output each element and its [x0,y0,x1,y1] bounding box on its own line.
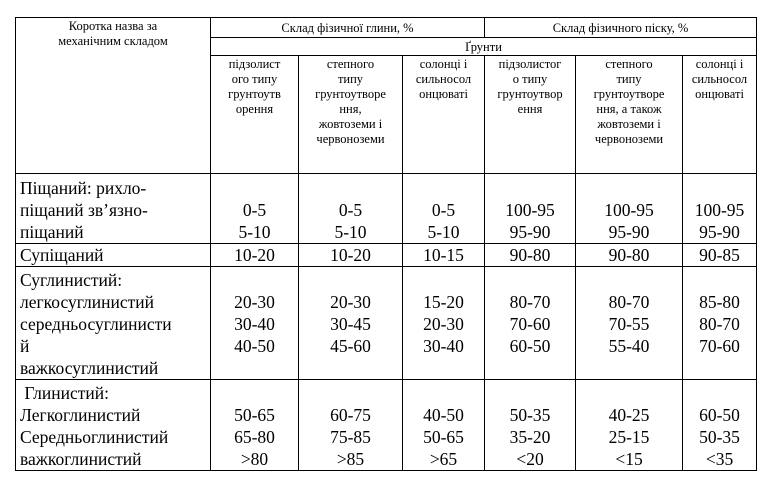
value-cell [299,267,403,380]
subcolumn-header-line: степного [326,57,375,71]
row-name-line: піщаний зв’язно- [20,200,148,220]
value-line: 80-70 [699,314,740,334]
value-cell [299,380,403,471]
value-line: 60-75 [330,405,371,425]
subcolumn-header-line: грунтоутв [228,87,281,101]
value-line: 50-65 [234,405,275,425]
value-line [213,269,296,291]
subcolumn-header-line: онцюваті [419,87,468,101]
value-line: <20 [516,449,544,469]
value-line [213,177,296,199]
value-line: 0-5 [338,200,363,220]
subcolumn-header [576,56,683,174]
value-line: 20-30 [330,292,371,312]
value-line [301,177,400,199]
table-row [16,267,757,380]
subcolumn-header-line: о типу [512,72,548,86]
subcolumn-header-line: грунтоутвор [497,87,563,101]
value-line: <35 [705,449,734,469]
subcolumn-header-line: підзолистог [498,57,562,71]
table-row [16,244,757,267]
value-line: 30-40 [423,336,464,356]
row-name-line: легкосуглинистий [20,292,155,312]
value-line: 10-20 [234,245,275,265]
value-line: <15 [615,449,643,469]
value-line: 40-50 [423,405,464,425]
subcolumn-header-line: грунтоутворе [593,87,665,101]
value-cell [211,174,299,244]
value-cell [403,244,485,267]
table-row [16,380,757,471]
value-cell [299,244,403,267]
value-line [685,177,754,199]
value-line [301,269,400,291]
row-name-cell [16,174,211,244]
subcolumn-header [683,56,757,174]
row-name-line: Супіщаний [20,245,104,265]
value-line: 85-80 [699,292,740,312]
value-line: 55-40 [608,336,650,356]
subcolumn-header-line: підзолист [228,57,281,71]
value-line: 100-95 [604,200,654,220]
subcolumn-header-line: сильносол [691,72,748,86]
row-label-header [16,18,211,174]
value-line: 5-10 [334,222,367,242]
value-line [405,269,482,291]
subcolumn-header-line: ого типу [231,72,278,86]
value-cell [576,380,683,471]
value-line: >85 [336,449,365,469]
value-line: 15-20 [423,292,464,312]
header-row-groups [16,18,757,38]
value-line: 80-70 [608,292,650,312]
value-line: 100-95 [694,200,745,220]
value-line: 100-95 [505,200,555,220]
value-line [487,177,573,199]
value-cell [403,174,485,244]
row-name-line: Глинистий: [20,383,110,403]
value-line: 25-15 [608,427,650,447]
value-line: 10-20 [330,245,371,265]
value-line: 80-70 [509,292,551,312]
value-line: 30-45 [330,314,371,334]
subcolumn-header [211,56,299,174]
value-line: 50-65 [423,427,464,447]
row-name-line: Легкоглинистий [20,405,141,425]
value-line: 5-10 [238,222,271,242]
value-cell [576,267,683,380]
soil-composition-table [15,17,757,471]
subcolumn-header-line: грунтоутворе [315,87,386,101]
subcolumn-header-line: червоноземи [594,132,664,146]
value-line [487,269,573,291]
subcolumn-header-line: онцюваті [695,87,744,101]
value-cell [485,267,576,380]
value-line: 95-90 [509,222,551,242]
value-cell [485,174,576,244]
row-name-cell [16,267,211,380]
value-cell [576,174,683,244]
subcolumn-header-line: солонці і [419,57,468,71]
row-name-line: Піщаний: рихло- [20,178,147,198]
value-cell [211,267,299,380]
subcolumn-header [485,56,576,174]
table-row [16,174,757,244]
value-line [685,382,754,404]
value-line: 35-20 [509,427,551,447]
value-line: 65-80 [234,427,275,447]
value-cell [403,380,485,471]
value-line: 5-10 [427,222,460,242]
value-line [578,177,680,199]
value-line: 95-90 [699,222,740,242]
value-cell [211,380,299,471]
value-line [405,382,482,404]
subcolumn-header [403,56,485,174]
value-line: 90-80 [509,245,551,265]
value-line: 70-60 [699,336,740,356]
value-cell [683,380,757,471]
value-line: 50-35 [509,405,551,425]
row-label-header-line: Коротка назва за [68,19,158,33]
value-cell [211,244,299,267]
value-line: 60-50 [509,336,551,356]
subcolumn-header-line: ння, а також [596,102,662,116]
value-line: >80 [240,449,269,469]
row-name-line: середньосуглинисти [20,314,172,334]
value-line: 20-30 [234,292,275,312]
subcolumn-header-line: ення [517,102,543,116]
subcolumn-header-line: жовтоземи і [318,117,383,131]
subcolumn-header-line: типу [337,72,364,86]
value-cell [576,244,683,267]
row-name-cell [16,244,211,267]
value-cell [485,244,576,267]
value-cell [683,244,757,267]
value-line: 90-85 [699,245,740,265]
subcolumn-header-line: степного [605,57,653,71]
value-line [301,382,400,404]
value-line: 30-40 [234,314,275,334]
subcolumn-header [299,56,403,174]
value-line [578,382,680,404]
subcolumn-header-line: сильносол [415,72,472,86]
row-name-line: Середньоглинистий [20,427,169,447]
value-line [405,177,482,199]
value-line: 0-5 [242,200,267,220]
subcolumn-header-line: орення [235,102,274,116]
value-line [487,382,573,404]
value-cell [299,174,403,244]
subcolumn-header-line: солонці і [695,57,744,71]
value-line: 90-80 [608,245,650,265]
soils-header: Ґрунти [211,38,757,56]
value-line: 50-35 [699,427,740,447]
value-line: 40-50 [234,336,275,356]
value-line: 70-55 [608,314,650,334]
row-name-line: й [20,336,30,356]
row-name-line: піщаний [20,222,84,242]
value-line [213,382,296,404]
value-line: 95-90 [608,222,650,242]
value-line: 45-60 [330,336,371,356]
value-line [578,269,680,291]
value-line: 20-30 [423,314,464,334]
subcolumn-header-line: типу [616,72,642,86]
value-cell [403,267,485,380]
value-line: 10-15 [423,245,464,265]
row-name-cell [16,380,211,471]
value-cell [485,380,576,471]
row-name-line: Суглинистий: [20,270,123,290]
subcolumn-header-line: червоноземи [316,132,385,146]
subcolumn-header-line: ння, [339,102,362,116]
value-line: 0-5 [431,200,456,220]
value-cell [683,267,757,380]
sand-group-header: Склад фізичного піску, % [485,18,757,38]
value-line: 40-25 [608,405,650,425]
clay-group-header: Склад фізичної глини, % [211,18,485,38]
value-line: 70-60 [509,314,551,334]
value-line [685,269,754,291]
value-line: 75-85 [330,427,371,447]
value-cell [683,174,757,244]
value-line: 60-50 [699,405,740,425]
subcolumn-header-line: жовтоземи і [597,117,661,131]
value-line: >65 [429,449,458,469]
row-name-line: важкоглинистий [20,449,142,469]
row-label-header-line: механічним складом [58,34,168,48]
row-name-line: важкосуглинистий [20,358,159,378]
